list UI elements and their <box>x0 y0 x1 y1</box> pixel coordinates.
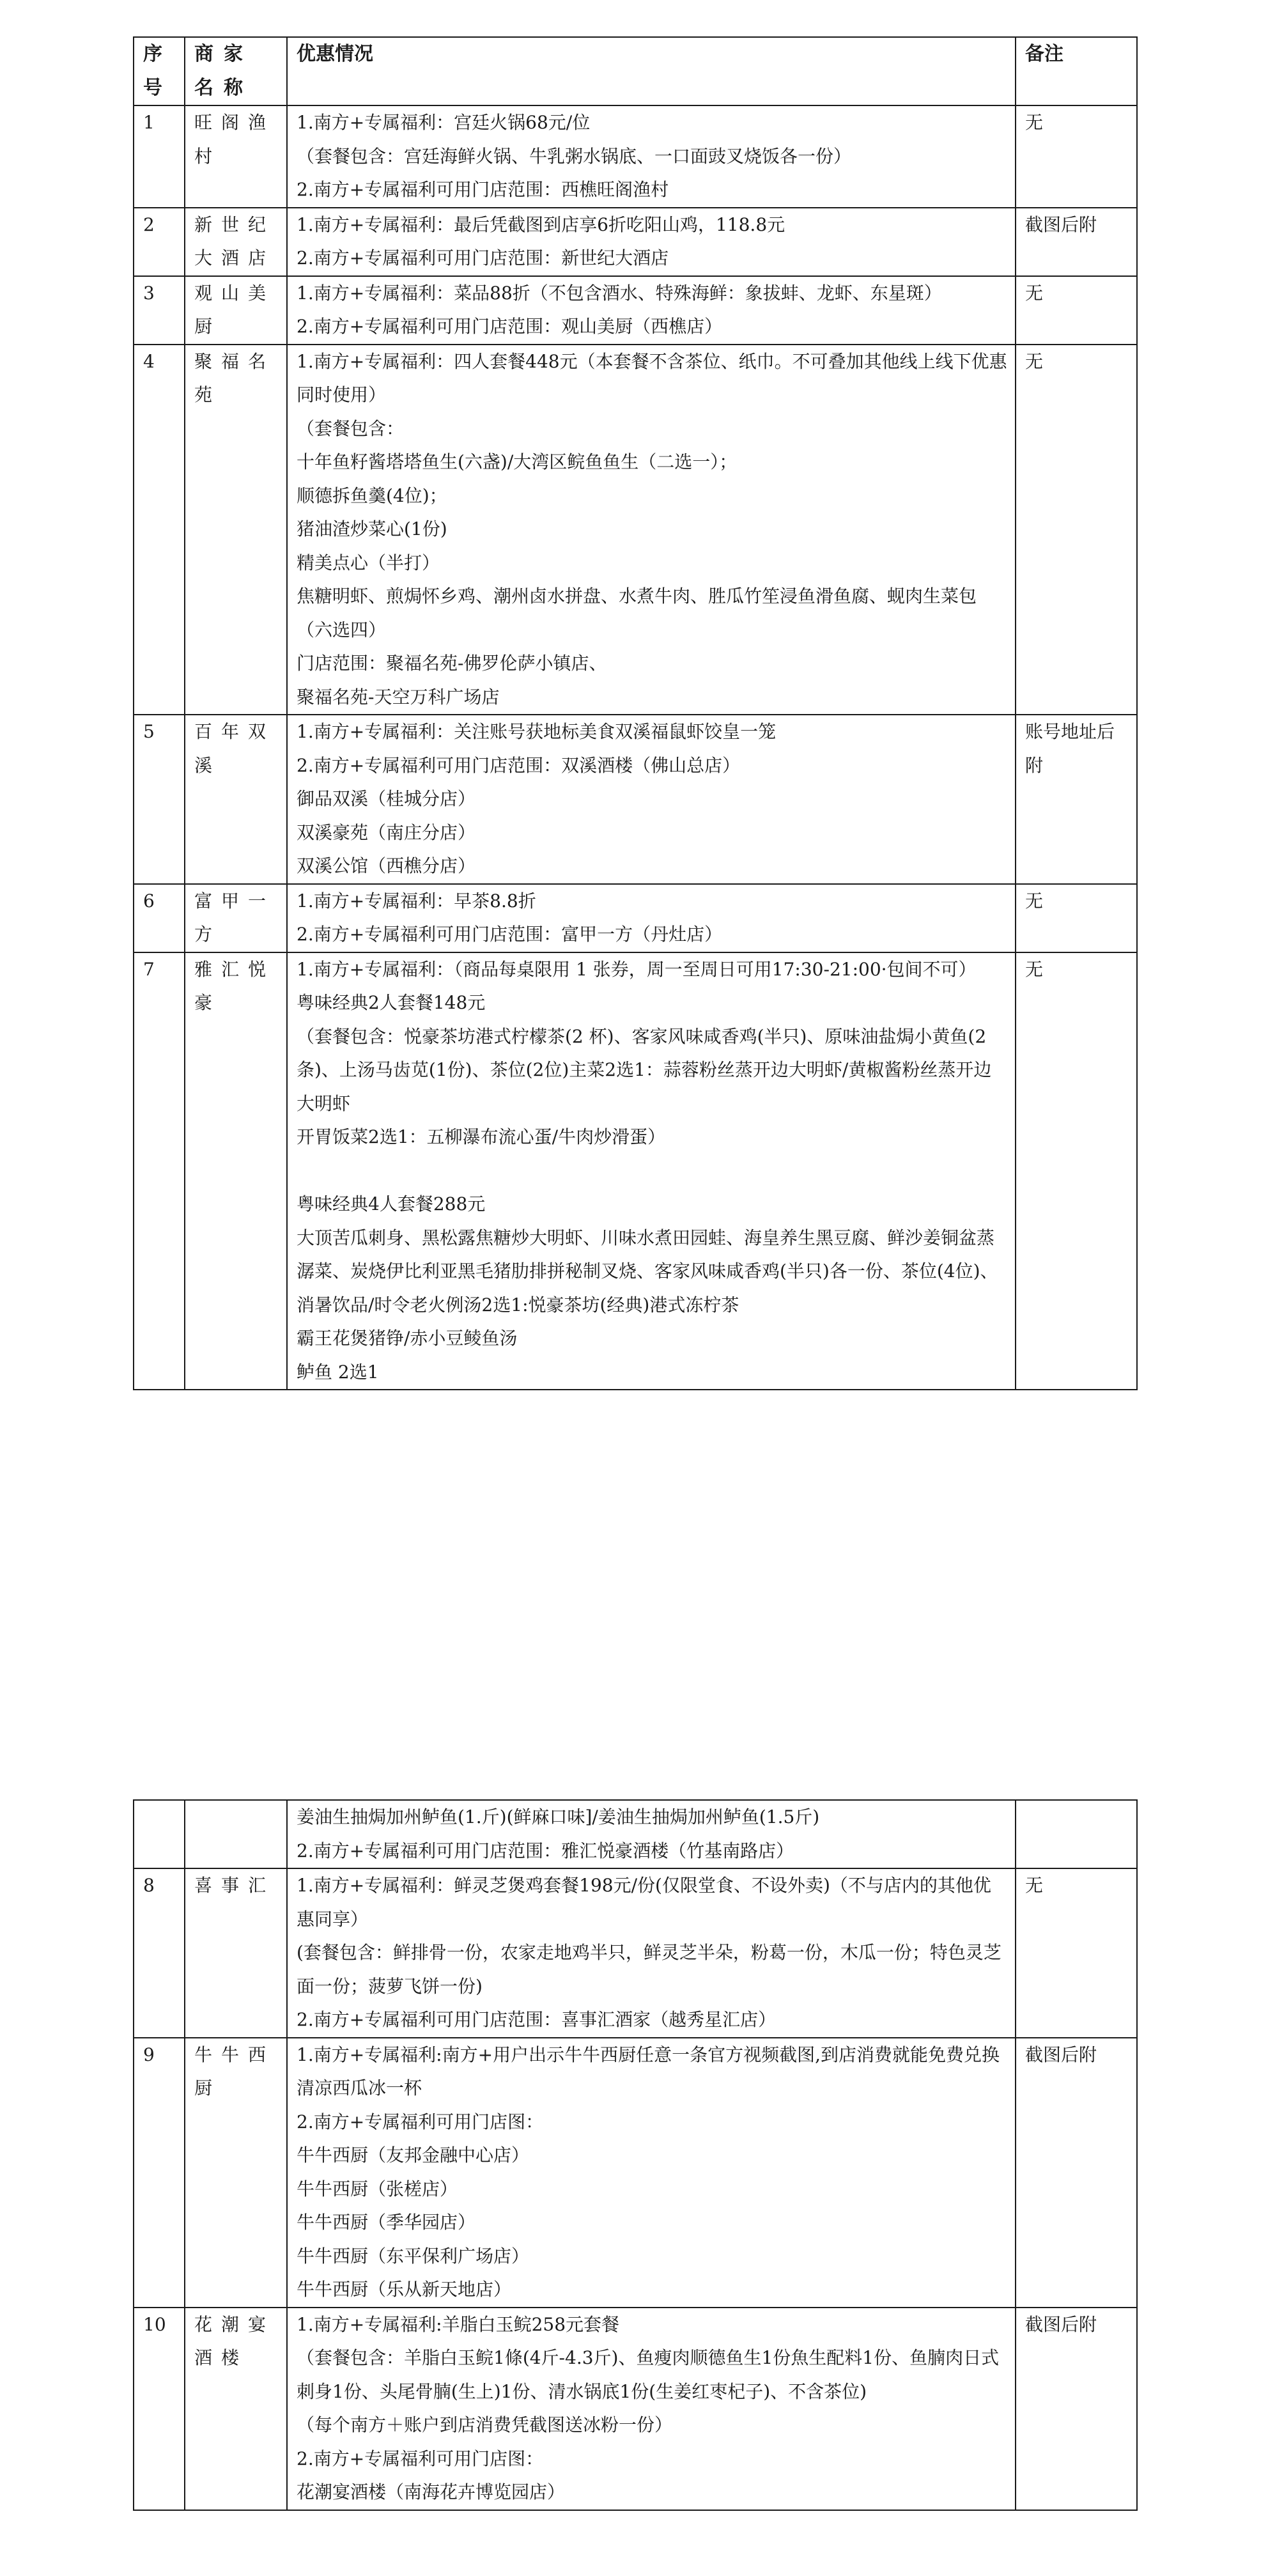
offer-line: 1.南方+专属福利：关注账号获地标美食双溪福鼠虾饺皇一笼 <box>297 721 777 742</box>
row-index: 4 <box>134 345 185 715</box>
offer-line: 十年鱼籽酱塔塔鱼生(六盏)/大湾区鲩鱼鱼生（二选一）； <box>297 451 738 472</box>
offer-line: 姜油生抽焗加州鲈鱼(1.斤)(鲜麻口味]/姜油生抽焗加州鲈鱼(1.5斤) <box>297 1806 820 1827</box>
merchant-table-part-1 <box>133 36 1138 1390</box>
offer-line: 牛牛西厨（季华园店） <box>297 2212 476 2233</box>
merchant-name: 旺阁渔村 <box>185 105 287 208</box>
offer-line: 顺德拆鱼羹(4位)； <box>297 485 447 506</box>
offer-line: （套餐包含：悦豪茶坊港式柠檬茶(2 杯)、客家风味咸香鸡(半只)、原味油盐焗小黄鱼(2条)、上汤马齿苋(1份)、茶位(2位)主菜2选1：蒜蓉粉丝蒸开边大明虾/黄椒酱粉丝蒸开边大明虾 <box>297 1025 992 1114</box>
table-row <box>134 1800 1137 1868</box>
offer-details <box>287 952 1016 1390</box>
offer-details <box>287 208 1016 276</box>
merchant-name <box>185 1800 287 1868</box>
offer-line: 1.南方+专属福利：早茶8.8折 <box>297 890 536 912</box>
table-row <box>134 715 1137 884</box>
table-body <box>134 105 1137 1390</box>
table-row <box>134 884 1137 952</box>
row-index: 2 <box>134 208 185 276</box>
offer-line: 焦糖明虾、煎焗怀乡鸡、潮州卤水拼盘、水煮牛肉、胜瓜竹笙浸鱼滑鱼腐、蚬肉生菜包（六选四） <box>297 586 977 640</box>
offer-line: 2.南方+专属福利可用门店范围：富甲一方（丹灶店） <box>297 924 723 945</box>
table-row <box>134 208 1137 276</box>
offer-details <box>287 1800 1016 1868</box>
offer-line: 1.南方+专属福利：（商品每桌限用 1 张券，周一至周日可用17:30-21:00·包间不可） <box>297 958 977 980</box>
offer-line: 双溪豪苑（南庄分店） <box>297 821 476 843</box>
offer-line: 1.南方+专属福利：宫廷火锅68元/位 <box>297 112 591 133</box>
offer-line: 鲈鱼 2选1 <box>297 1361 379 1383</box>
row-index: 1 <box>134 105 185 208</box>
offer-line: （套餐包含：宫廷海鲜火锅、牛乳粥水锅底、一口面豉叉烧饭各一份） <box>297 145 852 167</box>
offer-line: 1.南方+专属福利:南方+用户出示牛牛西厨任意一条官方视频截图,到店消费就能免费兑换清凉西瓜冰一杯 <box>297 2044 1000 2099</box>
offer-line: 粤味经典4人套餐288元 <box>297 1193 486 1214</box>
header-offer: 优惠情况 <box>287 37 1016 105</box>
offer-line: 粤味经典2人套餐148元 <box>297 992 486 1013</box>
offer-details <box>287 345 1016 715</box>
table-row <box>134 105 1137 208</box>
remark: 无 <box>1016 345 1137 715</box>
offer-details <box>287 884 1016 952</box>
offer-details <box>287 2308 1016 2510</box>
merchant-table-part-2 <box>133 1799 1138 2511</box>
header-index: 序号 <box>134 37 185 105</box>
table-header <box>134 37 1137 105</box>
offer-line: 牛牛西厨（友邦金融中心店） <box>297 2145 530 2166</box>
table-row <box>134 1868 1137 2038</box>
offer-details <box>287 2038 1016 2308</box>
offer-details <box>287 276 1016 345</box>
row-index: 3 <box>134 276 185 345</box>
merchant-name: 新世纪大酒店 <box>185 208 287 276</box>
row-index: 10 <box>134 2308 185 2510</box>
row-index: 6 <box>134 884 185 952</box>
merchant-name: 观山美厨 <box>185 276 287 345</box>
row-index: 9 <box>134 2038 185 2308</box>
offer-line: 2.南方+专属福利可用门店范围：新世纪大酒店 <box>297 247 669 268</box>
remark: 无 <box>1016 276 1137 345</box>
merchant-name: 牛牛西厨 <box>185 2038 287 2308</box>
offer-line: 猪油渣炒菜心(1份) <box>297 518 447 539</box>
offer-line: 1.南方+专属福利：鲜灵芝煲鸡套餐198元/份(仅限堂食、不设外卖)（不与店内的其他优惠同享） <box>297 1875 991 1930</box>
table-row <box>134 345 1137 715</box>
table-row <box>134 952 1137 1390</box>
offer-line: 霸王花煲猪铮/赤小豆鲮鱼汤 <box>297 1328 518 1349</box>
row-index: 8 <box>134 1868 185 2038</box>
offer-line: 消暑饮品/时令老火例汤2选1:悦豪茶坊(经典)港式冻柠茶 <box>297 1294 739 1315</box>
header-row <box>134 37 1137 105</box>
offer-line <box>297 1154 1009 1188</box>
merchant-name: 聚福名苑 <box>185 345 287 715</box>
offer-line: 1.南方+专属福利：最后凭截图到店享6折吃阳山鸡，118.8元 <box>297 213 785 235</box>
merchant-name: 富甲一方 <box>185 884 287 952</box>
remark: 截图后附 <box>1016 2038 1137 2308</box>
table-row <box>134 2308 1137 2510</box>
remark <box>1016 1800 1137 1868</box>
offer-line: 御品双溪（桂城分店） <box>297 788 476 809</box>
row-index <box>134 1800 185 1868</box>
header-remark: 备注 <box>1016 37 1137 105</box>
offer-line: 2.南方+专属福利可用门店范围：喜事汇酒家（越秀星汇店） <box>297 2009 777 2030</box>
offer-line: （套餐包含： <box>297 417 405 439</box>
offer-line: 牛牛西厨（张槎店） <box>297 2178 458 2200</box>
offer-line: 1.南方+专属福利：四人套餐448元（本套餐不含茶位、纸巾。不可叠加其他线上线下优惠同时使用） <box>297 350 1007 405</box>
table-body <box>134 1800 1137 2510</box>
row-index: 5 <box>134 715 185 884</box>
remark: 账号地址后附 <box>1016 715 1137 884</box>
offer-details <box>287 105 1016 208</box>
remark: 无 <box>1016 1868 1137 2038</box>
remark: 无 <box>1016 105 1137 208</box>
offer-line: 花潮宴酒楼（南海花卉博览园店） <box>297 2481 566 2502</box>
table-row <box>134 276 1137 345</box>
offer-details <box>287 715 1016 884</box>
offer-line: (套餐包含：鲜排骨一份，农家走地鸡半只，鲜灵芝半朵，粉葛一份，木瓜一份；特色灵芝面一份；菠萝飞饼一份) <box>297 1942 1001 1997</box>
offer-line: 门店范围：聚福名苑-佛罗伦萨小镇店、 <box>297 653 607 674</box>
remark: 无 <box>1016 884 1137 952</box>
remark: 截图后附 <box>1016 2308 1137 2510</box>
offer-line: 牛牛西厨（东平保利广场店） <box>297 2245 530 2267</box>
table-row <box>134 2038 1137 2308</box>
remark: 无 <box>1016 952 1137 1390</box>
offer-line: 大顶苦瓜刺身、黑松露焦糖炒大明虾、川味水煮田园蛙、海皇养生黑豆腐、鲜沙姜铜盆蒸潺菜、炭烧伊比利亚黑毛猪肋排拼秘制叉烧、客家风味咸香鸡(半只)各一份、茶位(4位)、 <box>297 1227 998 1282</box>
offer-line: 2.南方+专属福利可用门店图： <box>297 2448 544 2469</box>
offer-line: （套餐包含：羊脂白玉鲩1條(4斤-4.3斤)、鱼瘦肉顺德鱼生1份魚生配料1份、鱼腩肉日式刺身1份、头尾骨腩(生上)1份、清水锅底1份(生姜红枣杞子)、不含茶位) <box>297 2347 1000 2402</box>
offer-line: 2.南方+专属福利可用门店范围：观山美厨（西樵店） <box>297 316 723 337</box>
offer-line: （每个南方＋账户到店消费凭截图送冰粉一份） <box>297 2414 673 2435</box>
offer-line: 2.南方+专属福利可用门店范围：雅汇悦豪酒楼（竹基南路店） <box>297 1840 794 1861</box>
offer-line: 双溪公馆（西樵分店） <box>297 855 476 876</box>
row-index: 7 <box>134 952 185 1390</box>
remark: 截图后附 <box>1016 208 1137 276</box>
header-merchant: 商家名称 <box>185 37 287 105</box>
offer-line: 开胃饭菜2选1：五柳瀑布流心蛋/牛肉炒滑蛋） <box>297 1126 666 1147</box>
merchant-name: 喜事汇 <box>185 1868 287 2038</box>
offer-line: 2.南方+专属福利可用门店图： <box>297 2111 544 2132</box>
offer-line: 聚福名苑-天空万科广场店 <box>297 686 500 708</box>
offer-line: 1.南方+专属福利：菜品88折（不包含酒水、特殊海鲜：象拔蚌、龙虾、东星斑） <box>297 282 942 304</box>
offer-line: 2.南方+专属福利可用门店范围：西樵旺阁渔村 <box>297 179 669 200</box>
merchant-name: 雅汇悦豪 <box>185 952 287 1390</box>
offer-line: 1.南方+专属福利:羊脂白玉鲩258元套餐 <box>297 2313 620 2335</box>
offer-details <box>287 1868 1016 2038</box>
offer-line: 牛牛西厨（乐从新天地店） <box>297 2279 512 2300</box>
offer-line: 精美点心（半打） <box>297 552 440 573</box>
merchant-name: 百年双溪 <box>185 715 287 884</box>
offer-line: 2.南方+专属福利可用门店范围：双溪酒楼（佛山总店） <box>297 754 741 776</box>
merchant-name: 花潮宴酒楼 <box>185 2308 287 2510</box>
